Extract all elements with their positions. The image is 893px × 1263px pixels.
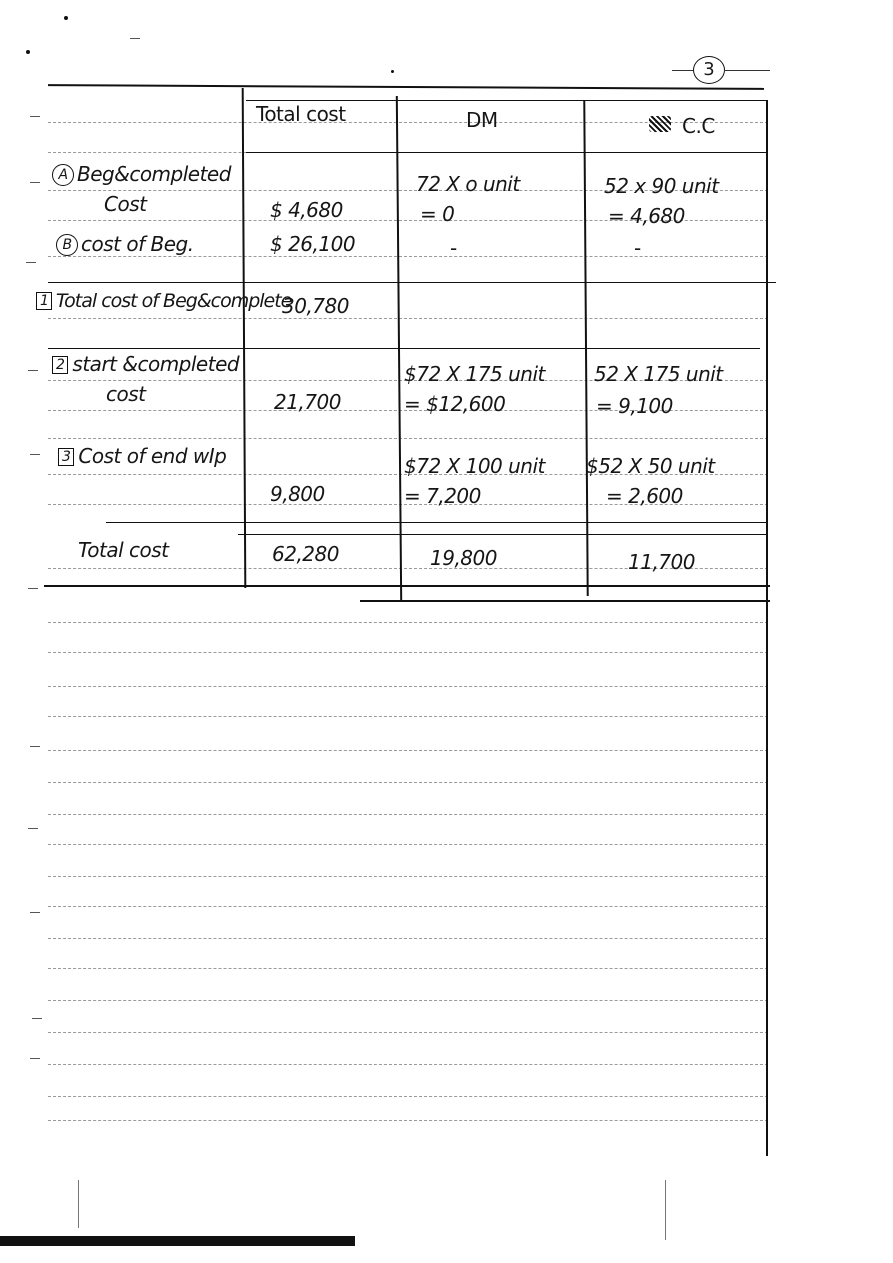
row-start-completed-cc-calc: 52 X 175 unit <box>594 362 723 386</box>
ruled-line <box>48 622 768 623</box>
header-dm: DM <box>466 108 498 132</box>
label-text: cost of Beg. <box>81 232 194 256</box>
ruled-line <box>48 1120 768 1121</box>
ruled-line <box>48 686 768 687</box>
row-start-completed-cc-result: = 9,100 <box>596 394 673 418</box>
row-beg-completed-label-2: Cost <box>104 192 147 216</box>
header-cc: C.C <box>682 114 715 138</box>
ruled-line <box>48 968 768 969</box>
ruled-line <box>48 716 768 717</box>
margin-tick <box>32 1018 42 1019</box>
right-margin-line <box>766 100 768 1156</box>
ruled-line <box>48 782 768 783</box>
ruled-line <box>48 906 768 907</box>
row-end-wip-cc-result: = 2,600 <box>606 484 683 508</box>
speck <box>391 70 394 73</box>
table-divider <box>106 522 766 523</box>
label-text: start &completed <box>72 352 240 376</box>
row-beg-completed-cc-result: = 4,680 <box>608 204 685 228</box>
margin-tick <box>30 116 40 117</box>
margin-tick <box>28 588 38 589</box>
speck <box>64 16 68 20</box>
row-start-completed-dm-calc: $72 X 175 unit <box>404 362 545 386</box>
ruled-line <box>48 1032 768 1033</box>
margin-tick <box>30 912 40 913</box>
ruled-line <box>48 876 768 877</box>
row-start-completed-dm-result: = $12,600 <box>404 392 506 416</box>
margin-tick <box>30 454 40 455</box>
label-text: Beg&completed <box>77 162 231 186</box>
table-bottom-border <box>44 585 770 587</box>
row-marker: 2 <box>52 356 68 374</box>
row-cost-of-beg-cc: - <box>634 236 641 260</box>
ruled-line <box>48 652 768 653</box>
row-end-wip-cc-calc: $52 X 50 unit <box>586 454 715 478</box>
margin-tick <box>28 828 38 829</box>
ruled-line <box>48 1064 768 1065</box>
row-beg-completed-label <box>52 162 231 186</box>
scan-mark <box>665 1180 666 1240</box>
ruled-line <box>48 938 768 939</box>
row-total-cost-dm: 19,800 <box>430 546 497 570</box>
table-divider <box>48 348 760 349</box>
speck <box>26 50 30 54</box>
label-text: Total cost of Beg&complete <box>55 290 292 312</box>
page-number-line <box>672 70 694 71</box>
ruled-line <box>48 256 768 257</box>
row-cost-of-beg-dm: - <box>450 236 457 260</box>
margin-tick <box>26 262 36 263</box>
header-total-cost: Total cost <box>256 102 346 126</box>
ruled-line <box>48 318 768 319</box>
row-cost-of-beg-label <box>56 232 194 256</box>
row-total-beg-complete-label <box>36 290 291 312</box>
label-text: Cost of end wIp <box>78 444 227 468</box>
row-total-cost-label: Total cost <box>78 538 169 562</box>
row-end-wip-label <box>58 444 226 468</box>
table-divider <box>48 282 776 283</box>
row-start-completed-total: 21,700 <box>274 390 341 414</box>
row-cost-of-beg-total: $ 26,100 <box>270 232 356 256</box>
row-marker: 1 <box>36 292 52 310</box>
table-top-border <box>48 84 764 90</box>
row-marker: 3 <box>58 448 74 466</box>
column-line <box>242 88 247 588</box>
margin-tick <box>30 182 40 183</box>
table-header-bottom <box>246 152 766 153</box>
page-number: 3 <box>693 56 725 84</box>
row-total-beg-complete-total: 30,780 <box>282 294 349 318</box>
row-marker: B <box>56 234 78 256</box>
scan-edge-bar <box>0 1236 355 1246</box>
margin-tick <box>30 746 40 747</box>
table-bottom-border <box>360 600 770 602</box>
ruled-line <box>48 844 768 845</box>
row-marker: A <box>52 164 74 186</box>
row-start-completed-label <box>52 352 239 376</box>
ruled-line <box>48 750 768 751</box>
scribble-mark <box>649 116 671 132</box>
table-divider <box>238 534 766 535</box>
row-end-wip-dm-result: = 7,200 <box>404 484 481 508</box>
table-header-top <box>246 100 766 101</box>
margin-tick <box>28 370 38 371</box>
ruled-line <box>48 1000 768 1001</box>
row-beg-completed-total: $ 4,680 <box>270 198 343 222</box>
ruled-line <box>48 1096 768 1097</box>
row-end-wip-total: 9,800 <box>270 482 325 506</box>
scan-mark <box>78 1180 79 1228</box>
row-beg-completed-dm-result: = 0 <box>420 202 455 226</box>
row-total-cost-total: 62,280 <box>272 542 339 566</box>
row-beg-completed-dm-calc: 72 X o unit <box>416 172 520 196</box>
margin-tick <box>30 1058 40 1059</box>
margin-tick <box>130 38 140 39</box>
row-beg-completed-cc-calc: 52 x 90 unit <box>604 174 719 198</box>
row-total-cost-cc: 11,700 <box>628 550 695 574</box>
row-start-completed-label-2: cost <box>106 382 146 406</box>
ruled-line <box>48 438 768 439</box>
page-number-line <box>724 70 770 71</box>
ruled-line <box>48 814 768 815</box>
row-end-wip-dm-calc: $72 X 100 unit <box>404 454 545 478</box>
